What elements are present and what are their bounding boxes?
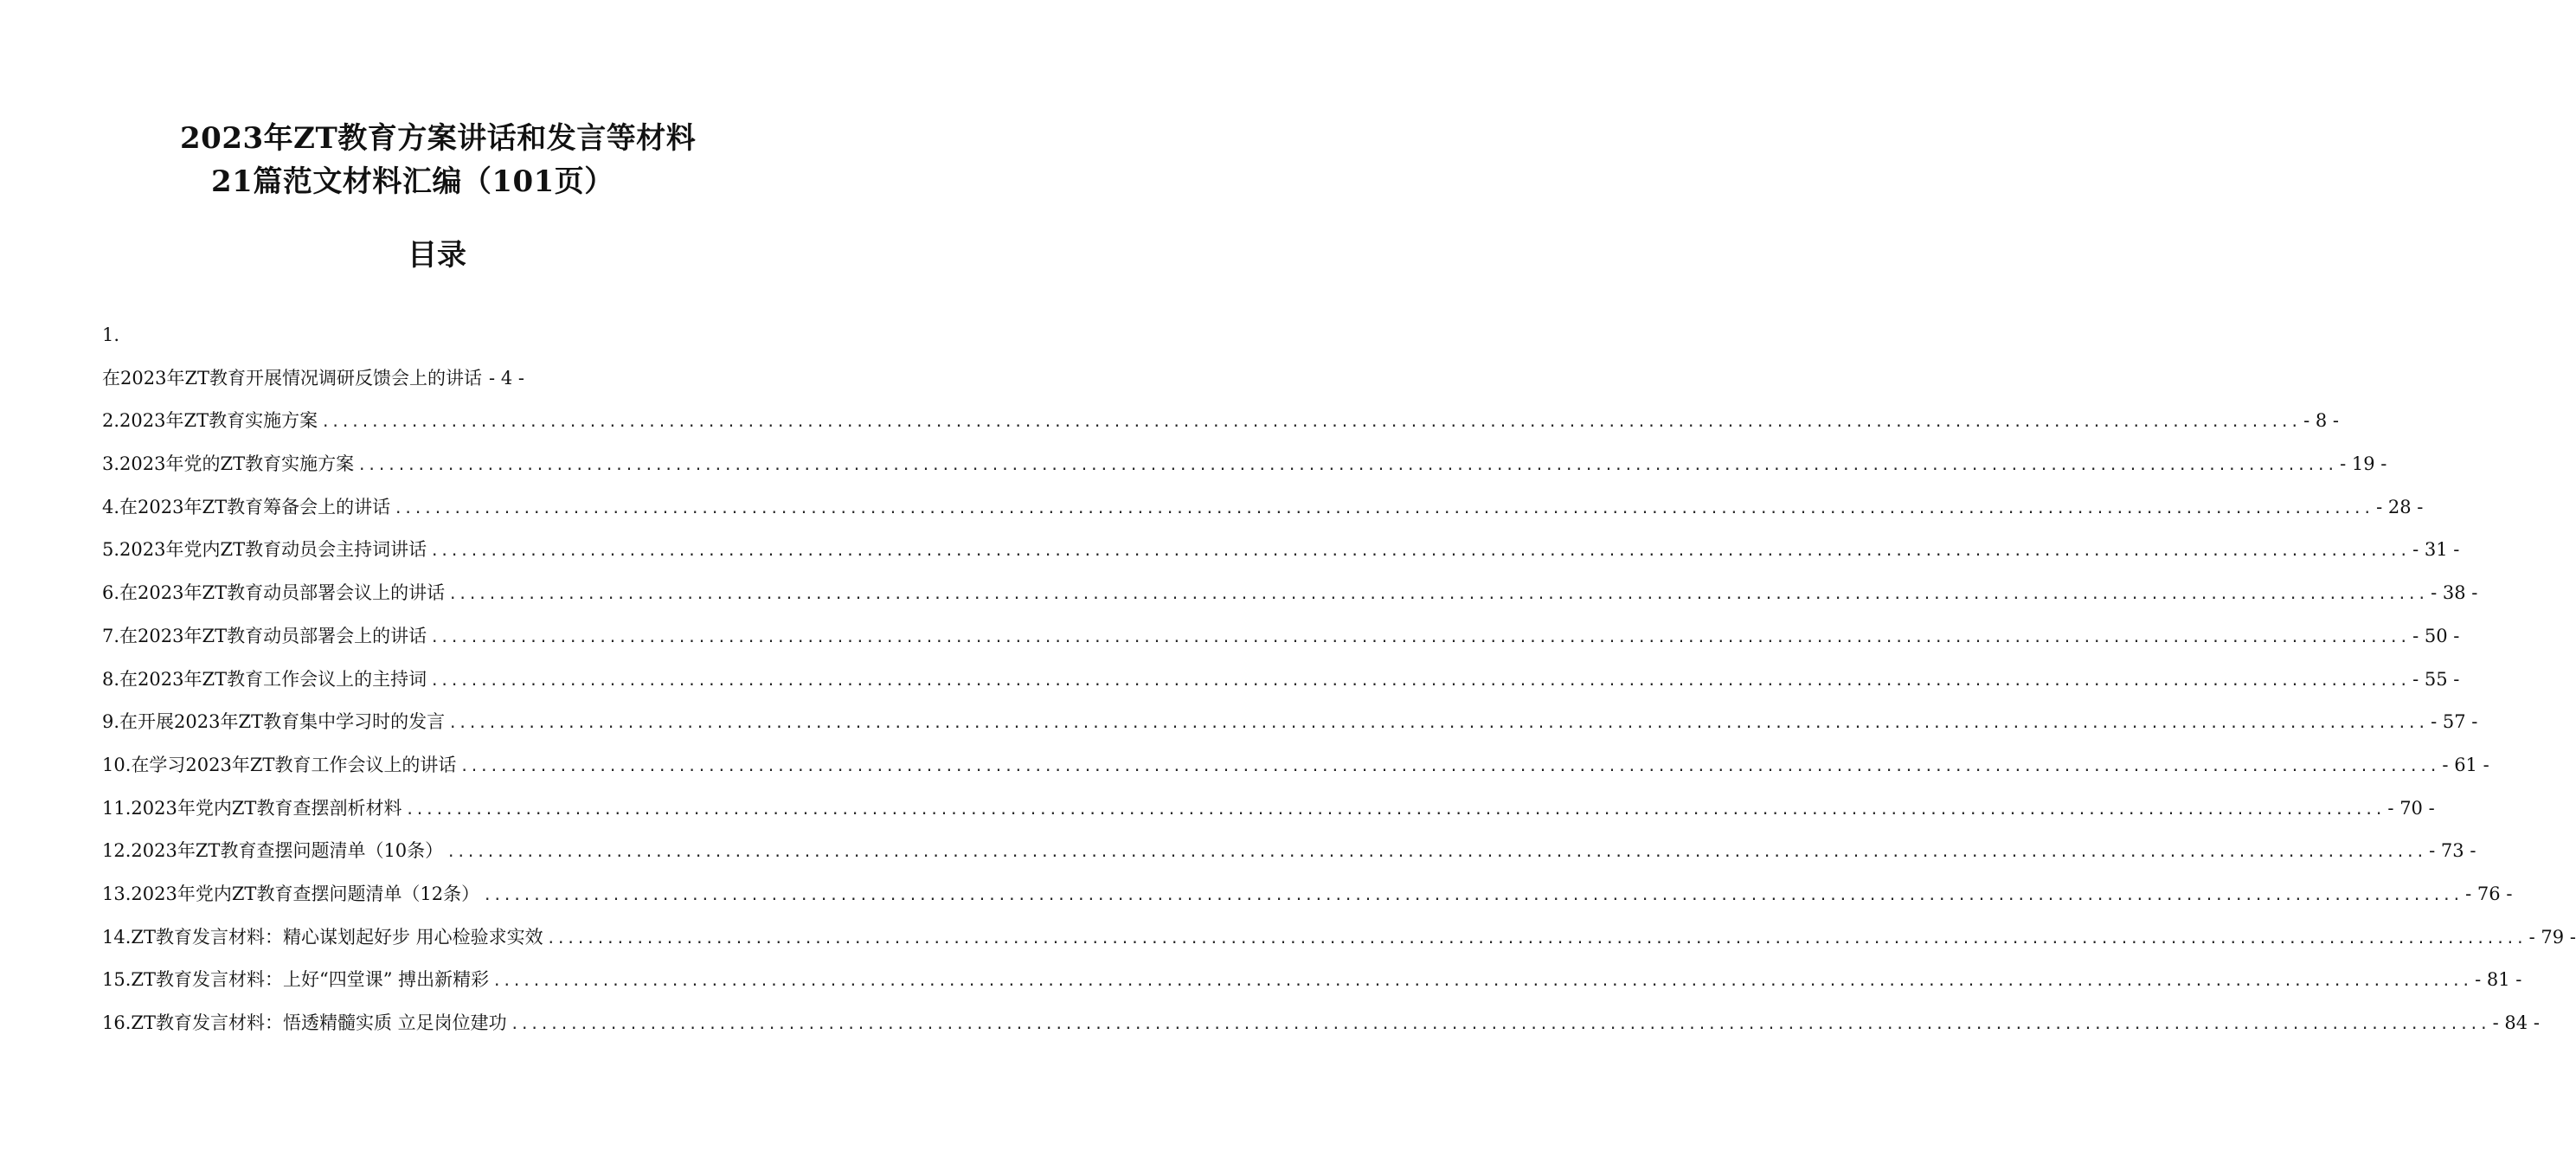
toc-entry[interactable] — [102, 1010, 2540, 1053]
toc-dot-leader: ........................................................................................................................................................................................................ — [492, 973, 2472, 991]
toc-entry[interactable] — [102, 709, 2478, 752]
toc-entry-page-number: - 55 - — [2412, 668, 2460, 690]
toc-entry-page-number: - 79 - — [2528, 926, 2576, 948]
toc-entry-1-page: - 4 - — [489, 367, 524, 389]
toc-dot-leader: ........................................................................................................................................................................................................ — [430, 671, 2410, 690]
toc-entry-page-number: - 50 - — [2412, 625, 2460, 646]
toc-entry[interactable] — [102, 623, 2460, 666]
toc-entry-text: 9.在开展2023年ZT教育集中学习时的发言 — [102, 711, 446, 733]
toc-entry-text: 11.2023年党内ZT教育查摆剖析材料 — [102, 797, 402, 819]
toc-entry-page-number: - 70 - — [2387, 797, 2435, 819]
toc-entry-text: 12.2023年ZT教育查摆问题清单（10条） — [102, 840, 444, 862]
toc-entry-1-number: 1. — [102, 324, 120, 345]
toc-dot-leader: ........................................................................................................................................................................................................ — [483, 886, 2463, 904]
toc-dot-leader: ........................................................................................................................................................................................................ — [459, 757, 2439, 775]
toc-entry[interactable] — [102, 451, 2387, 494]
toc-dot-leader: ........................................................................................................................................................................................................ — [430, 628, 2410, 646]
toc-entry-page-number: - 28 - — [2376, 496, 2424, 517]
toc-dot-leader: ........................................................................................................................................................................................................ — [430, 543, 2410, 561]
table-of-contents — [102, 322, 2576, 1053]
toc-entry-text: 15.ZT教育发言材料：上好“四堂课” 搏出新精彩 — [102, 969, 490, 991]
toc-entry-text: 5.2023年党内ZT教育动员会主持词讲话 — [102, 539, 427, 561]
toc-dot-leader: ........................................................................................................................................................................................................ — [448, 715, 2428, 733]
toc-entry[interactable] — [102, 795, 2435, 839]
toc-entry[interactable] — [102, 838, 2476, 881]
toc-entry-text: 16.ZT教育发言材料：悟透精髓实质 立足岗位建功 — [102, 1012, 507, 1033]
toc-entry-page-number: - 76 - — [2465, 883, 2513, 904]
toc-entry-text: 14.ZT教育发言材料：精心谋划起好步 用心检验求实效 — [102, 926, 543, 948]
toc-entry-text: 2.2023年ZT教育实施方案 — [102, 410, 318, 432]
toc-entry-1-text: 在2023年ZT教育开展情况调研反馈会上的讲话 — [102, 367, 483, 389]
toc-entry-text: 3.2023年党的ZT教育实施方案 — [102, 453, 355, 475]
toc-dot-leader: ........................................................................................................................................................................................................ — [394, 499, 2374, 517]
toc-entry-page-number: - 61 - — [2442, 754, 2489, 775]
toc-entry-text: 13.2023年党内ZT教育查摆问题清单（12条） — [102, 883, 480, 904]
toc-entry[interactable] — [102, 494, 2424, 537]
toc-entry-page-number: - 81 - — [2475, 969, 2522, 991]
toc-dot-leader: ........................................................................................................................................................................................................ — [357, 457, 2337, 475]
toc-entry-text: 7.在2023年ZT教育动员部署会上的讲话 — [102, 625, 427, 646]
toc-entry-1[interactable] — [102, 365, 822, 408]
toc-heading: 目录 — [408, 238, 466, 273]
toc-entry-text: 4.在2023年ZT教育筹备会上的讲话 — [102, 496, 391, 517]
toc-entry-page-number: - 31 - — [2412, 539, 2460, 561]
toc-entry-page-number: - 84 - — [2492, 1012, 2540, 1033]
document-title-line-1: 2023年ZT教育方案讲话和发言等材料 — [180, 121, 697, 156]
toc-dot-leader: ........................................................................................................................................................................................................ — [405, 800, 2385, 819]
toc-entry[interactable] — [102, 408, 2339, 451]
toc-entry[interactable] — [102, 967, 2522, 1010]
toc-dot-leader: ........................................................................................................................................................................................................ — [321, 414, 2301, 432]
toc-entry-page-number: - 38 - — [2431, 582, 2478, 604]
toc-entry-page-number: - 19 - — [2340, 453, 2387, 475]
toc-dot-leader: ........................................................................................................................................................................................................ — [546, 929, 2526, 948]
toc-entry[interactable] — [102, 881, 2513, 924]
toc-dot-leader: ........................................................................................................................................................................................................ — [510, 1016, 2489, 1033]
toc-entry-list — [102, 408, 2576, 1052]
toc-entry[interactable] — [102, 752, 2489, 795]
toc-dot-leader: ........................................................................................................................................................................................................ — [446, 844, 2426, 862]
toc-entry-text: 10.在学习2023年ZT教育工作会议上的讲话 — [102, 754, 457, 775]
toc-entry-page-number: - 8 - — [2303, 410, 2339, 432]
toc-entry[interactable] — [102, 666, 2460, 710]
toc-entry-text: 6.在2023年ZT教育动员部署会议上的讲话 — [102, 582, 446, 604]
toc-dot-leader: ........................................................................................................................................................................................................ — [448, 586, 2428, 604]
toc-entry[interactable] — [102, 924, 2576, 967]
document-title-line-2: 21篇范文材料汇编（101页） — [211, 164, 614, 199]
toc-entry-page-number: - 73 - — [2429, 840, 2476, 862]
toc-entry-page-number: - 57 - — [2431, 711, 2478, 733]
toc-entry-text: 8.在2023年ZT教育工作会议上的主持词 — [102, 668, 427, 690]
toc-entry[interactable] — [102, 580, 2478, 623]
toc-entry[interactable] — [102, 537, 2460, 580]
